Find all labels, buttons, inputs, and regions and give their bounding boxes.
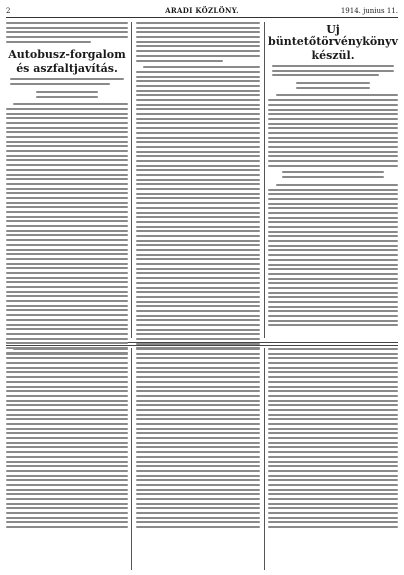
article-body — [136, 22, 260, 352]
column-divider — [264, 22, 265, 338]
column-2-lower — [136, 348, 260, 570]
page-header — [6, 5, 398, 18]
article-title: Autobusz-forgalom — [8, 48, 126, 62]
article-title-line2: és aszfaltjavítás. — [16, 62, 118, 76]
article-byline — [36, 91, 98, 100]
column-3-lower — [268, 348, 398, 570]
article-subheading — [272, 65, 394, 79]
column-3 — [268, 22, 398, 338]
article-title-line2: készül. — [311, 49, 355, 62]
page-number: 2 — [6, 7, 11, 15]
article-body — [6, 103, 128, 356]
article-lead-text — [6, 22, 128, 45]
column-divider — [131, 22, 132, 338]
column-1 — [6, 22, 128, 338]
column-1-lower — [6, 348, 128, 570]
story-body — [268, 348, 398, 531]
article-title: Uj büntetőtörvénykönyv — [268, 23, 398, 48]
article-byline — [296, 82, 370, 91]
article-body — [268, 184, 398, 329]
column-divider — [131, 348, 132, 570]
story-body — [6, 348, 128, 531]
section-heading — [282, 171, 384, 180]
article-body — [268, 94, 398, 169]
issue-date: 1914. junius 11. — [340, 7, 398, 15]
story-body — [136, 348, 260, 531]
article-subheading — [10, 78, 124, 87]
column-2 — [136, 22, 260, 338]
masthead: ARADI KÖZLÖNY. — [165, 6, 239, 15]
column-divider — [264, 348, 265, 570]
